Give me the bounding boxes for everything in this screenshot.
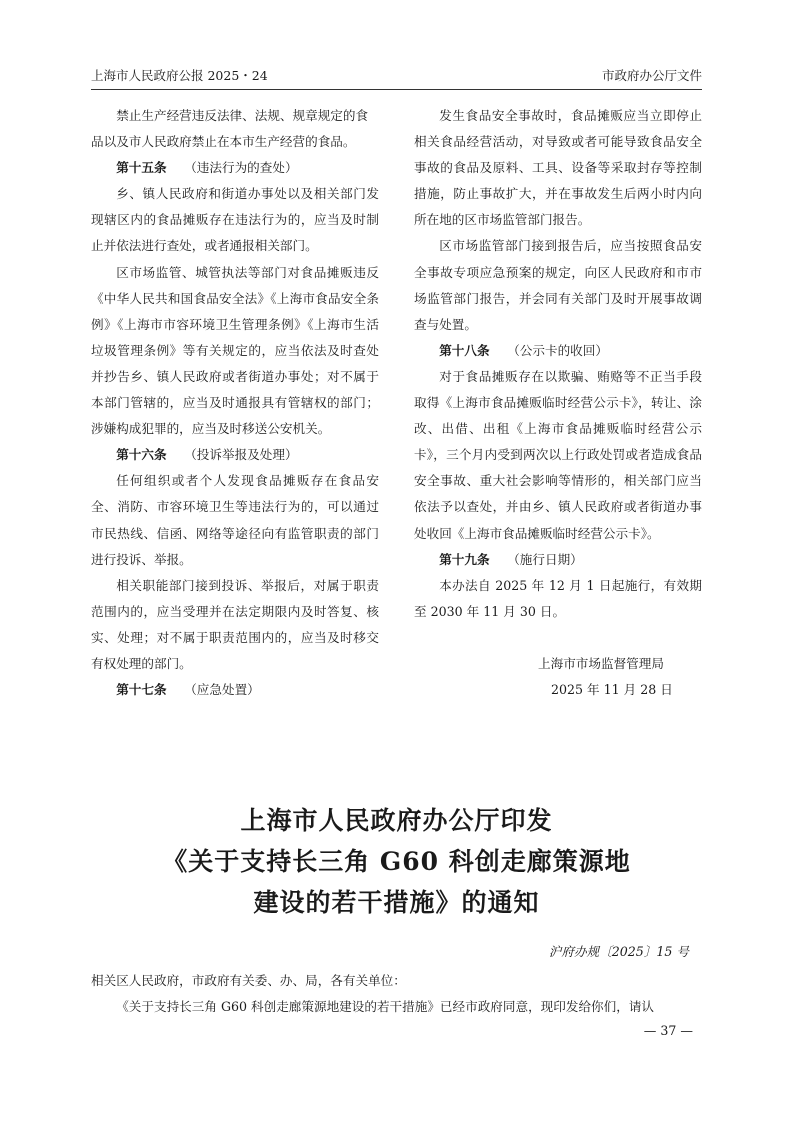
paragraph: 品以及市人民政府禁止在本市生产经营的食品。 <box>91 134 356 150</box>
article-heading-19: 第十九条 （施行日期） <box>439 551 583 567</box>
header-rule <box>91 89 702 90</box>
page-number: — 37 — <box>643 1023 693 1038</box>
right-column <box>414 103 702 703</box>
article-heading-16: 第十六条 （投诉举报及处理） <box>116 447 298 463</box>
paragraph: 区市场监管、城管执法等部门对食品摊贩违反《中华人民共和国食品安全法》《上海市食品安全条例》《上海市市容环境卫生管理条例》《上海市生活垃圾管理条例》等有关规定的，应当依法及时查处并抄告乡、镇人民政府或者街道办事处；对不属于本部门管辖的，应当及时通报具有管辖权的部门；涉嫌构成犯罪的，应当及时移送公安机关。 <box>91 264 379 437</box>
paragraph: 区市场监管部门接到报告后，应当按照食品安全事故专项应急预案的规定，向区人民政府和市市场监管部门报告，并会同有关部门及时开展事故调查与处置。 <box>414 238 702 332</box>
page-header <box>91 66 702 86</box>
spacer <box>414 625 702 651</box>
paragraph: 对于食品摊贩存在以欺骗、贿赂等不正当手段取得《上海市食品摊贩临时经营公示卡》，转让、涂改、出借、出租《上海市食品摊贩临时经营公示卡》，三个月内受到两次以上行政处罚或者造成食品安全事故、重大社会影响等情形的，相关部门应当依法予以查处，并由乡、镇人民政府或者街道办事处收回《上海市食品摊贩临时经营公示卡》。 <box>414 368 702 541</box>
article-heading-15: 第十五条 （违法行为的查处） <box>116 160 298 176</box>
paragraph: 发生食品安全事故时，食品摊贩应当立即停止相关食品经营活动，对导致或者可能导致食品安全事故的食品及原料、工具、设备等采取封存等控制措施，防止事故扩大，并在事故发生后两小时内向所在地的区市场监管部门报告。 <box>414 108 702 228</box>
left-column <box>91 103 379 703</box>
article-heading-18: 第十八条 （公示卡的收回） <box>439 342 608 358</box>
section-label: 市政府办公厅文件 <box>601 68 702 83</box>
paragraph: 禁止生产经营违反法律、法规、规章规定的食 <box>116 108 369 123</box>
notice-title <box>91 800 702 923</box>
signing-date: 2025 年 11 月 28 日 <box>551 682 673 698</box>
notice-body: 《关于支持长三角 G60 科创走廊策源地建设的若干措施》已经市政府同意，现印发给你们，请认 <box>116 999 655 1014</box>
gazette-issue: 上海市人民政府公报 2025・24 <box>91 68 268 83</box>
signing-organization: 上海市市场监督管理局 <box>538 655 664 671</box>
title-line: 上海市人民政府办公厅印发 <box>240 806 553 835</box>
paragraph: 任何组织或者个人发现食品摊贩存在食品安全、消防、市容环境卫生等违法行为的，可以通过市民热线、信函、网络等途径向有监管职责的部门进行投诉、举报。 <box>91 473 379 567</box>
title-line: 《关于支持长三角 G60 科创走廊策源地 <box>162 847 631 876</box>
title-line: 建设的若干措施》的通知 <box>253 888 540 917</box>
article-heading-17: 第十七条 （应急处置） <box>116 682 260 698</box>
paragraph: 相关职能部门接到投诉、举报后，对属于职责范围内的，应当受理并在法定期限内及时答复、核实、处理；对不属于职责范围内的，应当及时移交有权处理的部门。 <box>91 577 379 671</box>
paragraph: 本办法自 2025 年 12 月 1 日起施行，有效期至 2030 年 11 月 30 日。 <box>414 577 702 619</box>
document-number: 沪府办规〔2025〕15 号 <box>548 944 689 959</box>
recipients: 相关区人民政府，市政府有关委、办、局，各有关单位： <box>91 973 406 988</box>
paragraph: 乡、镇人民政府和街道办事处以及相关部门发现辖区内的食品摊贩存在违法行为的，应当及时制止并依法进行查处，或者通报相关部门。 <box>91 186 379 254</box>
